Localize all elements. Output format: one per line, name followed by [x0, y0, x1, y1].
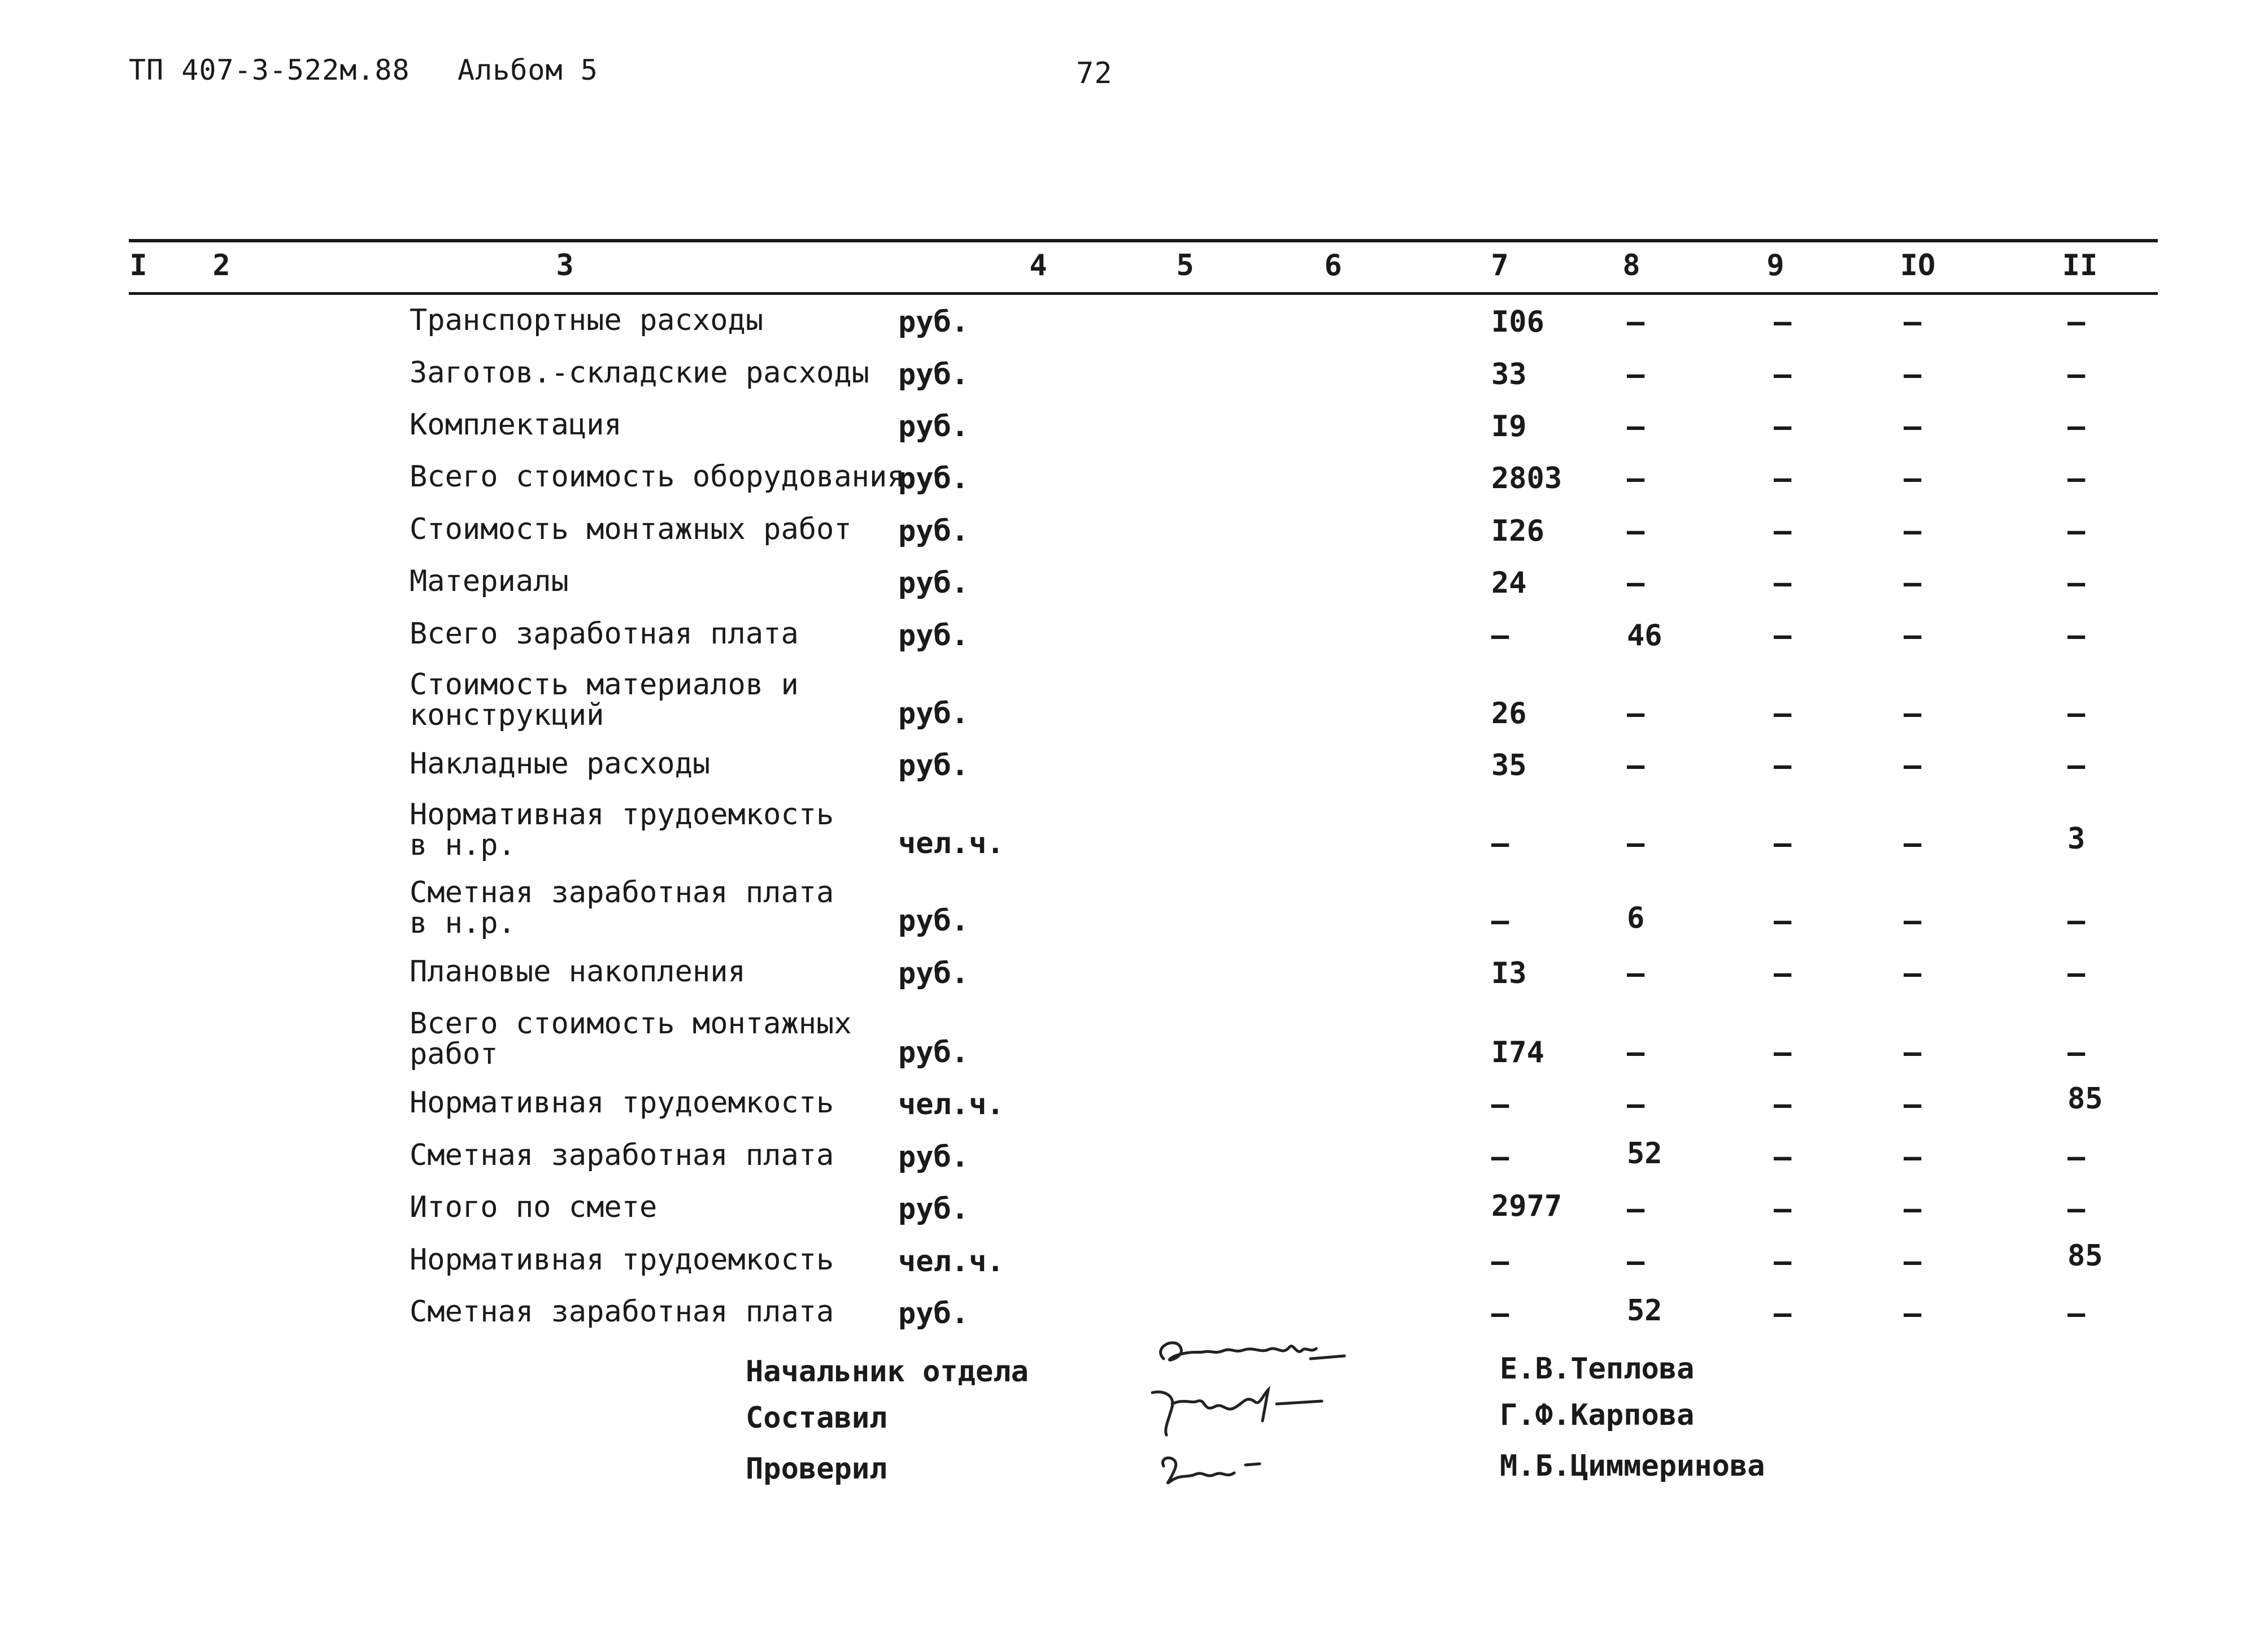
row-col8: – [1627, 514, 1645, 548]
row-name [410, 1140, 834, 1171]
table-top-rule [129, 239, 2158, 242]
compiled-signature [1141, 1373, 1356, 1441]
column-number-5: 5 [1176, 249, 1194, 282]
row-unit: чел.ч. [898, 1088, 1004, 1121]
column-number-4: 4 [1029, 249, 1047, 282]
row-col11: – [2067, 410, 2086, 443]
row-col9: – [1774, 619, 1792, 653]
head-label: Начальник отдела [746, 1355, 1029, 1389]
row-col11: 85 [2067, 1239, 2103, 1273]
row-unit: руб. [898, 1036, 969, 1069]
row-col10: – [1904, 1140, 1922, 1174]
row-col8: 6 [1627, 901, 1645, 935]
row-unit: руб. [898, 749, 969, 782]
row-col10: – [1904, 1088, 1922, 1121]
row-col7: – [1491, 1140, 1509, 1174]
row-col9: – [1774, 827, 1792, 860]
row-col7: – [1491, 827, 1509, 860]
row-name-line: Нормативная трудоемкость [410, 798, 834, 832]
album-label: Альбом 5 [458, 54, 598, 86]
row-name [410, 619, 799, 649]
row-col11: – [2067, 956, 2086, 990]
checked-label: Проверил [746, 1452, 887, 1486]
row-name [410, 566, 569, 597]
row-col9: – [1774, 566, 1792, 600]
row-unit: чел.ч. [898, 827, 1004, 860]
column-number-1: I [129, 249, 147, 282]
row-col7: 33 [1491, 358, 1527, 392]
row-name-line: Нормативная трудоемкость [410, 1086, 834, 1120]
row-col9: – [1774, 462, 1792, 495]
row-col9: – [1774, 1036, 1792, 1069]
row-name-line: Заготов.-складские расходы [410, 356, 869, 390]
row-name-line: Всего заработная плата [410, 617, 799, 651]
column-number-10: IO [1900, 249, 1936, 282]
row-name [410, 358, 869, 388]
row-col8: – [1627, 566, 1645, 600]
row-name [410, 749, 710, 779]
row-col8: – [1627, 1036, 1645, 1069]
row-col11: 3 [2067, 822, 2086, 856]
row-col10: – [1904, 827, 1922, 860]
row-name-line: Сметная заработная плата [410, 876, 834, 910]
row-col10: – [1904, 514, 1922, 548]
row-col7: – [1491, 619, 1509, 653]
row-col8: 46 [1627, 619, 1662, 653]
row-col9: – [1774, 1245, 1792, 1279]
row-unit: руб. [898, 462, 969, 495]
row-col11: – [2067, 462, 2086, 495]
row-col11: – [2067, 305, 2086, 339]
row-name [410, 1297, 834, 1327]
row-col7: – [1491, 1297, 1509, 1330]
row-col10: – [1904, 410, 1922, 443]
row-unit: руб. [898, 904, 969, 938]
row-unit: руб. [898, 1297, 969, 1330]
row-col7: I3 [1491, 956, 1527, 990]
row-col8: – [1627, 1245, 1645, 1279]
compiled-name: Г.Ф.Карпова [1500, 1398, 1695, 1432]
column-number-6: 6 [1324, 249, 1342, 282]
row-name-line: Комплектация [410, 408, 622, 442]
row-col11: – [2067, 1140, 2086, 1174]
row-name [410, 877, 834, 938]
row-col7: I26 [1491, 514, 1544, 548]
row-name-line: Стоимость монтажных работ [410, 512, 852, 546]
row-col11: – [2067, 1192, 2086, 1226]
row-col8: – [1627, 697, 1645, 730]
column-number-11: II [2062, 249, 2098, 282]
row-col7: I74 [1491, 1036, 1544, 1069]
row-name [410, 410, 622, 440]
row-col10: – [1904, 1036, 1922, 1069]
row-unit: руб. [898, 358, 969, 392]
row-col10: – [1904, 697, 1922, 730]
row-name [410, 1088, 834, 1118]
row-col8: – [1627, 749, 1645, 782]
row-col8: – [1627, 410, 1645, 443]
row-col10: – [1904, 904, 1922, 938]
row-col7: – [1491, 1245, 1509, 1279]
row-name [410, 462, 905, 492]
row-name-line: работ [410, 1037, 498, 1071]
row-col9: – [1774, 749, 1792, 782]
row-col10: – [1904, 305, 1922, 339]
row-col9: – [1774, 1192, 1792, 1226]
row-name-line: Сметная заработная плата [410, 1138, 834, 1172]
row-name [410, 1245, 834, 1275]
row-col11: – [2067, 514, 2086, 548]
row-col11: – [2067, 1297, 2086, 1330]
document-code: ТП 407-3-522м.88 [129, 54, 410, 86]
row-col9: – [1774, 514, 1792, 548]
row-col10: – [1904, 358, 1922, 392]
row-col11: – [2067, 358, 2086, 392]
checked-name: М.Б.Циммеринова [1500, 1449, 1765, 1483]
row-name-line: Нормативная трудоемкость [410, 1243, 834, 1277]
page-number: 72 [1076, 56, 1113, 90]
row-unit: руб. [898, 956, 969, 990]
row-unit: чел.ч. [898, 1245, 1004, 1279]
row-name-line: Накладные расходы [410, 747, 711, 781]
head-name: Е.В.Теплова [1500, 1352, 1695, 1386]
row-name-line: в н.р. [410, 828, 516, 862]
row-col7: 2977 [1491, 1189, 1562, 1223]
row-col8: 52 [1627, 1137, 1662, 1171]
row-col11: – [2067, 904, 2086, 938]
column-number-7: 7 [1491, 249, 1509, 282]
row-name [410, 799, 834, 860]
row-name-line: Итого по смете [410, 1190, 658, 1224]
row-name [410, 956, 746, 987]
row-col10: – [1904, 566, 1922, 600]
row-col8: 52 [1627, 1294, 1662, 1328]
checked-signature [1141, 1443, 1311, 1494]
row-name-line: конструкций [410, 698, 604, 732]
compiled-label: Составил [746, 1401, 887, 1435]
row-col8: – [1627, 1192, 1645, 1226]
row-name-line: Плановые накопления [410, 955, 746, 989]
row-col11: – [2067, 619, 2086, 653]
row-col9: – [1774, 904, 1792, 938]
row-col7: – [1491, 904, 1509, 938]
row-col9: – [1774, 1297, 1792, 1330]
row-unit: руб. [898, 305, 969, 339]
row-col7: I06 [1491, 305, 1544, 339]
row-col11: 85 [2067, 1082, 2103, 1116]
row-name-line: Сметная заработная плата [410, 1295, 834, 1329]
column-number-9: 9 [1766, 249, 1784, 282]
row-name-line: Всего стоимость оборудования [410, 460, 905, 494]
row-unit: руб. [898, 1192, 969, 1226]
row-name [410, 305, 763, 336]
row-unit: руб. [898, 697, 969, 730]
row-col8: – [1627, 358, 1645, 392]
row-name-line: Транспортные расходы [410, 303, 764, 337]
row-unit: руб. [898, 410, 969, 443]
row-col10: – [1904, 1192, 1922, 1226]
row-unit: руб. [898, 514, 969, 548]
row-col7: – [1491, 1088, 1509, 1121]
row-col8: – [1627, 462, 1645, 495]
row-name [410, 1192, 657, 1223]
row-col9: – [1774, 305, 1792, 339]
row-col9: – [1774, 1140, 1792, 1174]
column-number-8: 8 [1622, 249, 1640, 282]
row-name [410, 1008, 852, 1069]
row-col10: – [1904, 1245, 1922, 1279]
row-col11: – [2067, 1036, 2086, 1069]
row-col8: – [1627, 827, 1645, 860]
row-col9: – [1774, 410, 1792, 443]
row-name-line: Материалы [410, 564, 569, 598]
row-col11: – [2067, 749, 2086, 782]
row-col7: 24 [1491, 566, 1527, 600]
column-number-2: 2 [212, 249, 230, 282]
row-name-line: в н.р. [410, 906, 516, 940]
table-header-rule [129, 292, 2158, 295]
row-col10: – [1904, 956, 1922, 990]
row-col9: – [1774, 358, 1792, 392]
column-number-3: 3 [556, 249, 574, 282]
row-name-line: Всего стоимость монтажных [410, 1007, 852, 1041]
row-unit: руб. [898, 1140, 969, 1174]
row-col8: – [1627, 1088, 1645, 1121]
row-col11: – [2067, 697, 2086, 730]
row-col11: – [2067, 566, 2086, 600]
row-col10: – [1904, 619, 1922, 653]
row-col7: 2803 [1491, 462, 1562, 495]
row-col9: – [1774, 1088, 1792, 1121]
row-col10: – [1904, 1297, 1922, 1330]
row-col7: 35 [1491, 749, 1527, 782]
row-col9: – [1774, 956, 1792, 990]
row-col10: – [1904, 749, 1922, 782]
row-col7: I9 [1491, 410, 1527, 443]
row-col7: 26 [1491, 697, 1527, 730]
row-col9: – [1774, 697, 1792, 730]
row-col8: – [1627, 305, 1645, 339]
row-unit: руб. [898, 566, 969, 600]
row-name-line: Стоимость материалов и [410, 668, 799, 702]
row-col10: – [1904, 462, 1922, 495]
row-name [410, 514, 852, 545]
row-name [410, 669, 799, 730]
row-col8: – [1627, 956, 1645, 990]
row-unit: руб. [898, 619, 969, 653]
